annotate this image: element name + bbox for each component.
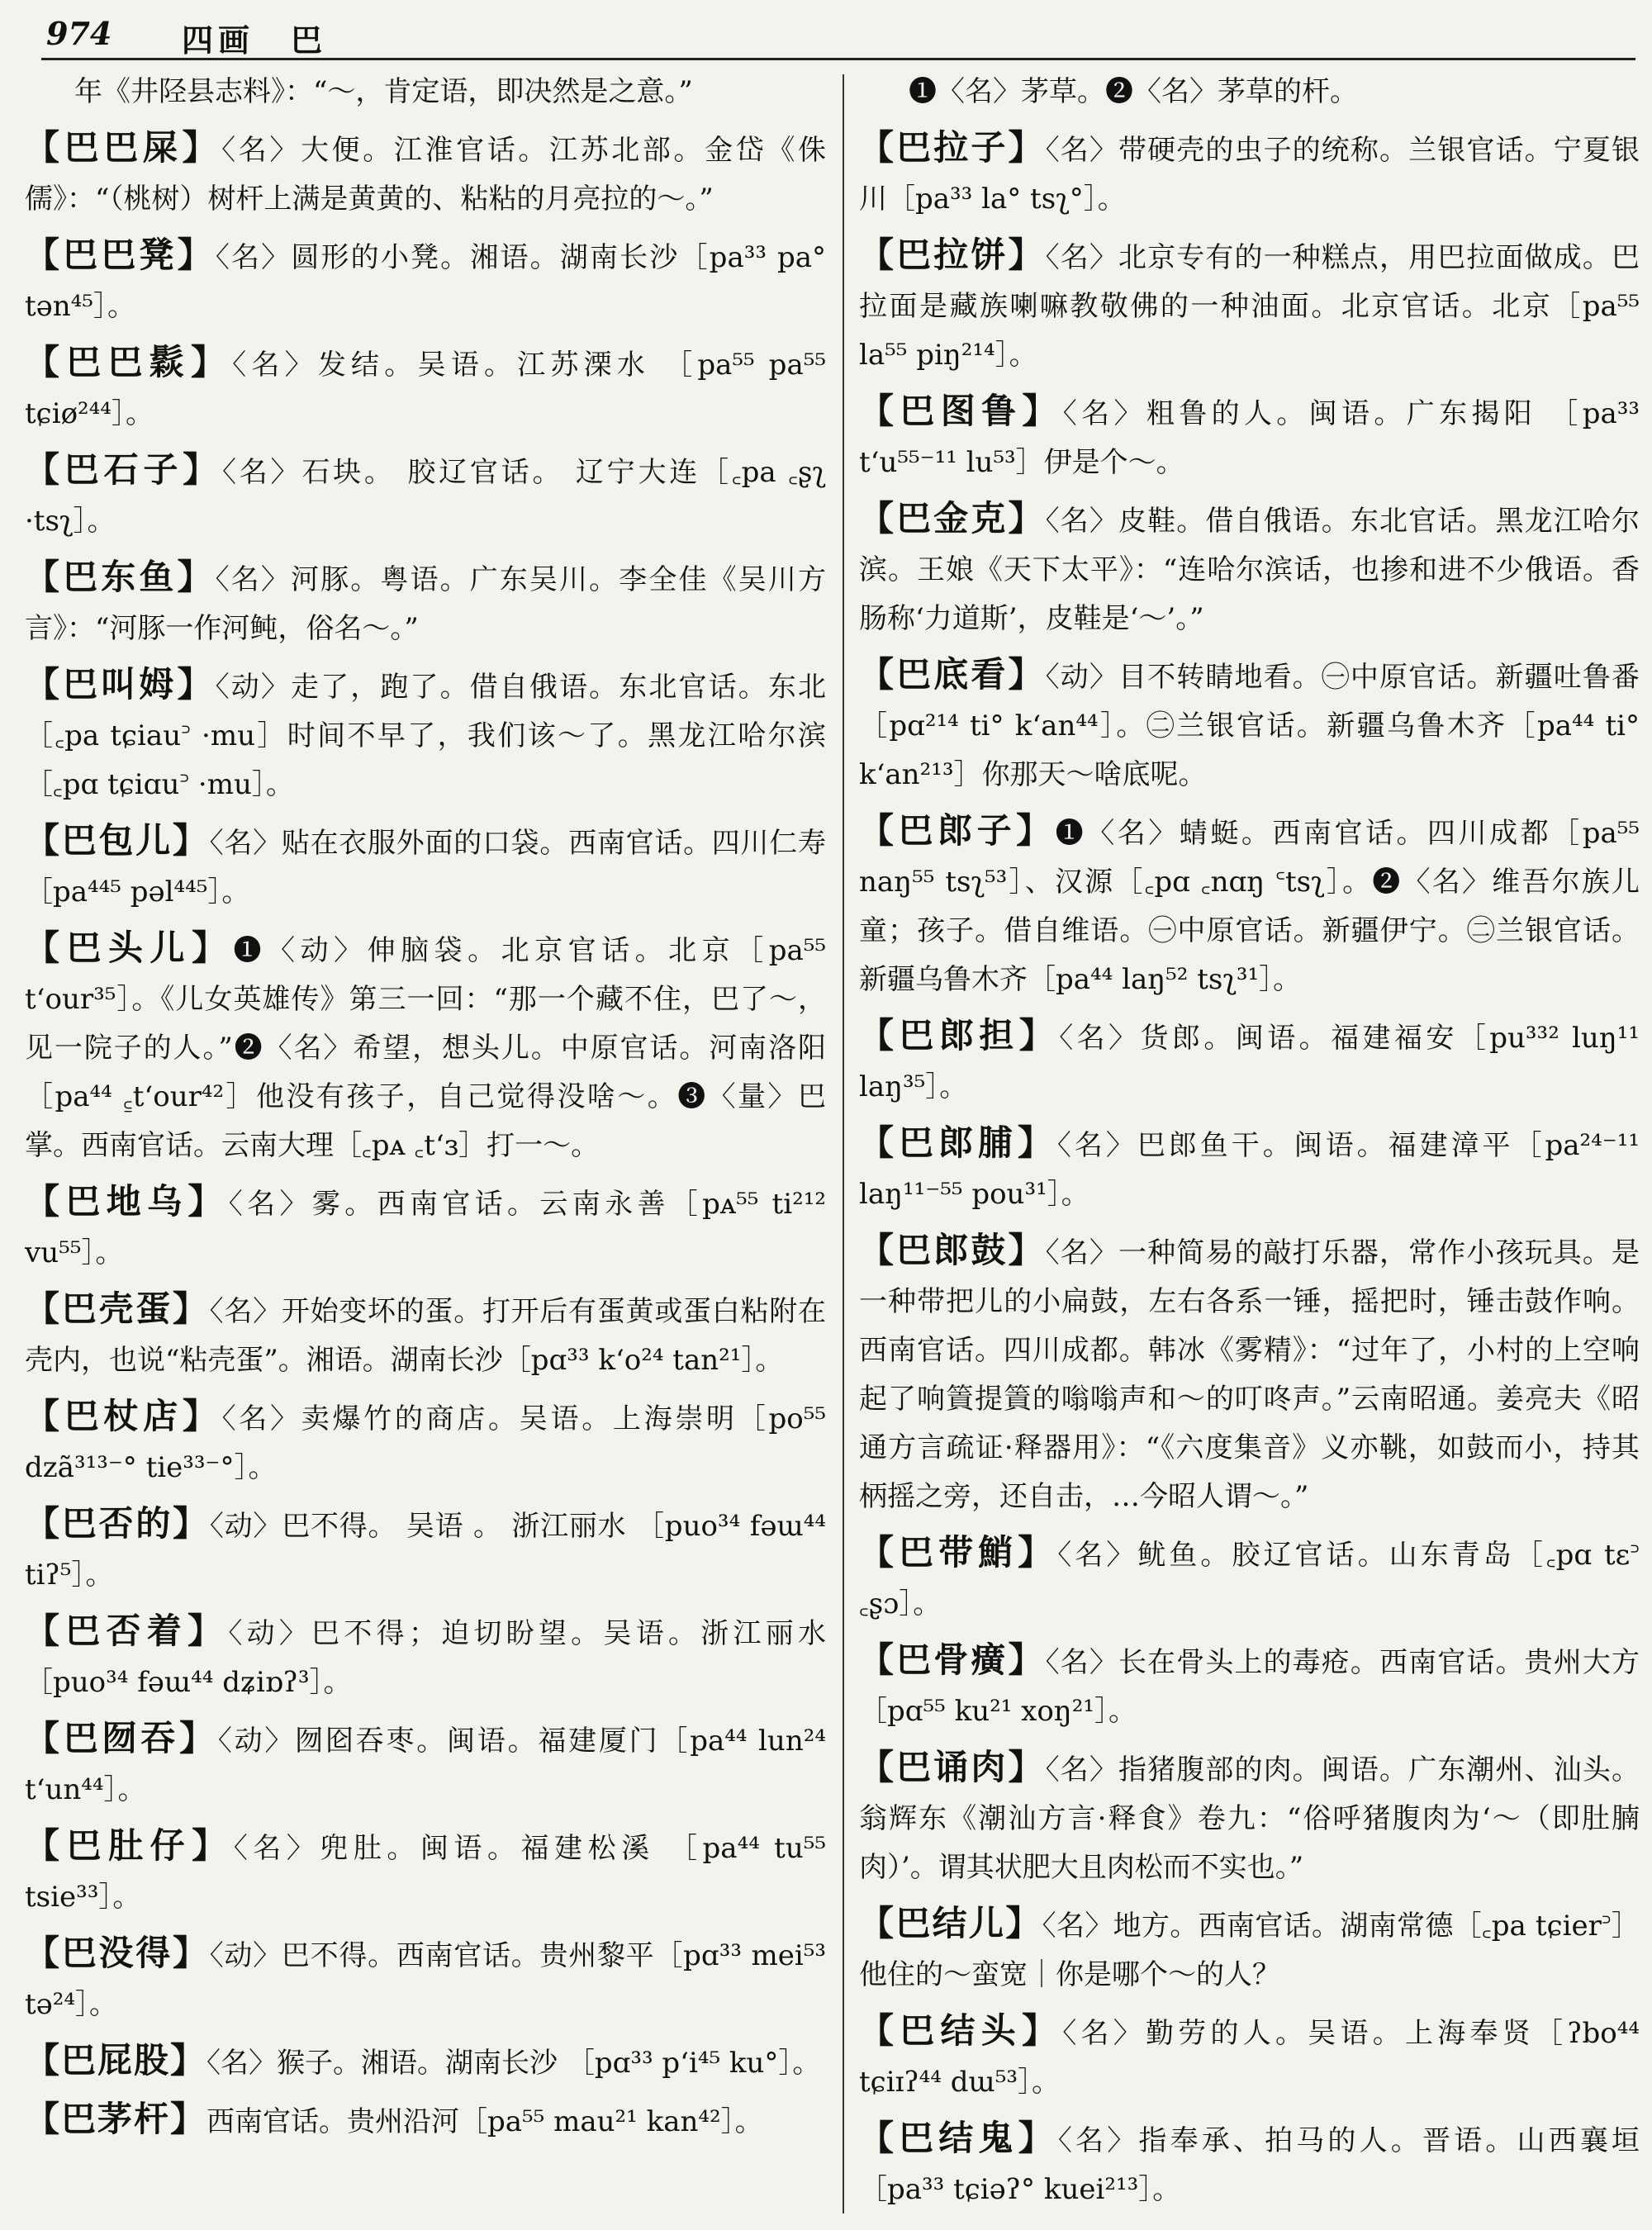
entry-definition: 〈名〉河豚。粤语。广东吴川。李全佳《吴川方言》：“河豚一作河鲀，俗名～。” (25, 563, 826, 645)
entry-definition: 〈名〉地方。西南官话。湖南常德［꜀pa tɕier꜄］他住的～蛮宽｜你是哪个～的人？ (859, 1910, 1640, 1991)
entry-definition: 〈名〉粗鲁的人。闽语。广东揭阳 ［pa³³ t‘u⁵⁵⁻¹¹ lu⁵³］伊是个～。 (859, 397, 1640, 479)
dictionary-entry (859, 1743, 1640, 1892)
entry-definition: 〈名〉石块。 胶辽官话。 辽宁大连［꜀pa ꜀ʂʅ ·tsʅ］。 (25, 456, 826, 538)
entry-definition: 〈动〉巴不得。 吴语 。 浙江丽水 ［puo³⁴ fəɯ⁴⁴ tiʔ⁵］。 (25, 1510, 826, 1592)
entry-definition: 〈名〉指猪腹部的肉。闽语。广东潮州、汕头。翁辉东《潮汕方言·释食》卷九：“俗呼猪腹肉为‘～（即肚腩肉）’。谓其状肥大且肉松而不实也。” (859, 1753, 1640, 1884)
entry-definition: 〈名〉鱿鱼。胶辽官话。山东青岛［꜀pɑ tɛ꜄ ꜀ʂɔ］。 (859, 1539, 1640, 1620)
dictionary-entry (25, 445, 826, 546)
dictionary-entry (25, 2095, 826, 2147)
entry-headword: 【巴肚仔】 (25, 1825, 234, 1866)
entry-headword: 【巴骨癀】 (859, 1639, 1046, 1680)
dictionary-entry (25, 230, 826, 331)
entry-definition: 〈名〉兜肚。闽语。福建松溪 ［pa⁴⁴ tu⁵⁵ tsie³³］。 (25, 1832, 826, 1914)
entry-definition: 〈名〉带硬壳的虫子的统称。兰银官话。宁夏银川［pa³³ la° tsʅ°］。 (859, 134, 1640, 216)
dictionary-entry (859, 650, 1640, 799)
entry-definition: ❶〈动〉伸脑袋。北京官话。北京［pa⁵⁵ t‘our³⁵］。《儿女英雄传》第三一回：“那一个藏不住，巴了～，见一院子的人。”❷〈名〉希望，想头儿。中原官话。河南洛阳［pa⁴⁴ ꜁t‘our⁴²］他没有孩子，自己觉得没啥～。❸〈量〉巴掌。西南官话。云南大理［꜀pᴀ ꜀t‘ɜ］打一～。 (25, 934, 826, 1162)
entry-headword: 【巴郎子】 (859, 810, 1056, 851)
entry-headword: 【巴图鲁】 (859, 391, 1063, 431)
entry-definition: 〈动〉囫囵吞枣。闽语。福建厦门［pa⁴⁴ lun²⁴ t‘un⁴⁴］。 (25, 1725, 826, 1806)
page-number: 974 (46, 15, 112, 52)
entry-headword: 【巴诵肉】 (859, 1747, 1046, 1787)
entry-headword: 【巴底看】 (859, 654, 1046, 695)
dictionary-entry (25, 816, 826, 917)
dictionary-entry (25, 1284, 826, 1385)
entry-headword: 【巴拉子】 (859, 127, 1046, 168)
dictionary-entry (859, 230, 1640, 380)
entry-headword: 【巴巴屎】 (25, 127, 222, 168)
dictionary-entry (25, 2036, 826, 2088)
right-column (859, 68, 1640, 2221)
entry-headword: 【巴结儿】 (859, 1903, 1042, 1943)
dictionary-entry (25, 338, 826, 439)
dictionary-entry (859, 1899, 1640, 2000)
entry-definition: 〈名〉长在骨头上的毒疮。西南官话。贵州大方［pɑ⁵⁵ ku²¹ xoŋ²¹］。 (859, 1646, 1640, 1728)
entry-definition: 〈名〉指奉承、拍马的人。晋语。山西襄垣［pa³³ tɕiəʔ° kuei²¹³］。 (859, 2124, 1640, 2206)
section-title: 四画 巴 (182, 21, 328, 59)
entry-headword: 【巴郎担】 (859, 1015, 1060, 1056)
entry-headword: 【巴结鬼】 (859, 2118, 1058, 2158)
entry-headword: 【巴金克】 (859, 498, 1046, 539)
dictionary-entry (859, 806, 1640, 1004)
entry-headword: 【巴拉饼】 (859, 235, 1046, 275)
dictionary-entry (859, 1226, 1640, 1521)
dictionary-entry (859, 1118, 1640, 1219)
left-entry-list (25, 123, 826, 2147)
dictionary-entry (859, 1528, 1640, 1629)
entry-headword: 【巴壳蛋】 (25, 1288, 210, 1329)
entry-headword: 【巴东鱼】 (25, 557, 216, 597)
entry-headword: 【巴没得】 (25, 1933, 210, 1973)
entry-headword: 【巴屁股】 (25, 2040, 207, 2081)
entry-definition: 〈名〉圆形的小凳。湘语。湖南长沙［pa³³ pa° tən⁴⁵］。 (25, 241, 826, 323)
entry-definition: 〈名〉卖爆竹的商店。吴语。上海崇明［po⁵⁵ dzã³¹³⁻° tie³³⁻°］。 (25, 1402, 826, 1484)
dictionary-entry (859, 123, 1640, 224)
dictionary-entry (25, 1606, 826, 1707)
dictionary-entry (859, 1011, 1640, 1112)
left-column (25, 68, 826, 2153)
entry-definition: 〈名〉开始变坏的蛋。打开后有蛋黄或蛋白粘附在壳内，也说“粘壳蛋”。湘语。湖南长沙［pɑ³³ k‘o²⁴ tan²¹］。 (25, 1295, 826, 1377)
entry-definition: 〈名〉皮鞋。借自俄语。东北官话。黑龙江哈尔滨。王娘《天下太平》：“连哈尔滨话，也掺和进不少俄语。香肠称‘力道斯’，皮鞋是‘～’。” (859, 505, 1640, 635)
entry-headword: 【巴石子】 (25, 449, 222, 490)
dictionary-entry (859, 494, 1640, 643)
entry-definition: 〈动〉目不转睛地看。㊀中原官话。新疆吐鲁番［pɑ²¹⁴ ti° k‘an⁴⁴］。㊁兰银官话。新疆乌鲁木齐［pa⁴⁴ ti° k‘an²¹³］你那天～啥底呢。 (859, 661, 1640, 791)
dictionary-entry (859, 1635, 1640, 1736)
dictionary-entry (25, 1929, 826, 2029)
continuation-text: ❶〈名〉茅草。❷〈名〉茅草的杆。 (909, 75, 1358, 108)
entry-definition: 〈动〉巴不得；迫切盼望。吴语。浙江丽水［puo³⁴ fəɯ⁴⁴ dʑiɒʔ³］。 (25, 1617, 826, 1699)
entry-definition: 西南官话。贵州沿河［pa⁵⁵ mau²¹ kan⁴²］。 (206, 2105, 763, 2138)
entry-headword: 【巴头儿】 (25, 928, 234, 968)
entry-headword: 【巴巴鬏】 (25, 342, 233, 382)
dictionary-entry (25, 1177, 826, 1278)
entry-headword: 【巴巴凳】 (25, 235, 216, 275)
dictionary-entry (25, 923, 826, 1170)
dictionary-entry (25, 553, 826, 653)
entry-definition: 〈名〉勤劳的人。吴语。上海奉贤［ʔbo⁴⁴ tɕiɪʔ⁴⁴ dɯ⁵³］。 (859, 2017, 1640, 2099)
column-divider (843, 74, 844, 2213)
entry-headword: 【巴否的】 (25, 1503, 210, 1544)
entry-definition: 〈名〉大便。江淮官话。江苏北部。金岱《侏儒》：“（桃树）树杆上满是黄黄的、粘粘的月亮拉的～。” (25, 134, 826, 216)
entry-headword: 【巴叫姆】 (25, 664, 216, 705)
entry-headword: 【巴结头】 (859, 2010, 1063, 2051)
entry-definition: 〈名〉货郎。闽语。福建福安［pu³³² luŋ¹¹ laŋ³⁵］。 (859, 1022, 1640, 1103)
entry-headword: 【巴郎鼓】 (859, 1230, 1046, 1270)
right-entry-list (859, 123, 1640, 2214)
entry-headword: 【巴包儿】 (25, 820, 210, 861)
entry-headword: 【巴带鮹】 (859, 1532, 1058, 1573)
dictionary-entry (859, 387, 1640, 487)
entry-headword: 【巴杖店】 (25, 1396, 222, 1436)
entry-definition: ❶〈名〉蜻蜓。西南官话。四川成都［pa⁵⁵ naŋ⁵⁵ tsʅ⁵³］、汉源［꜀pɑ ꜀nɑŋ ꜂tsʅ］。❷〈名〉维吾尔族儿童；孩子。借自维语。㊀中原官话。新疆伊宁。㊁兰银官话。新疆乌鲁木齐［pa⁴⁴ laŋ⁵² tsʅ³¹］。 (859, 817, 1640, 996)
dictionary-entry (25, 660, 826, 809)
dictionary-entry (25, 1499, 826, 1600)
entry-headword: 【巴地乌】 (25, 1181, 229, 1222)
dictionary-entry (25, 123, 826, 224)
continuation-text: 年《井陉县志料》：“～，肯定语，即决然是之意。” (74, 75, 693, 108)
dictionary-entry (25, 1392, 826, 1492)
dictionary-entry (25, 1714, 826, 1815)
entry-headword: 【巴囫吞】 (25, 1718, 218, 1758)
entry-definition: 〈动〉巴不得。西南官话。贵州黎平［pɑ³³ mei⁵³ tə²⁴］。 (25, 1939, 826, 2021)
entry-definition: 〈名〉猴子。湘语。湖南长沙 ［pɑ³³ p‘i⁴⁵ ku°］。 (206, 2047, 821, 2080)
entry-headword: 【巴茅杆】 (25, 2099, 207, 2139)
entry-headword: 【巴否着】 (25, 1611, 229, 1651)
entry-definition: 〈名〉贴在衣服外面的口袋。西南官话。四川仁寿［pa⁴⁴⁵ pəl⁴⁴⁵］。 (25, 827, 826, 909)
dictionary-entry (859, 2006, 1640, 2107)
entry-definition: 〈名〉发结。吴语。江苏溧水 ［pa⁵⁵ pa⁵⁵ tɕiø²⁴⁴］。 (25, 349, 826, 430)
page-header (41, 8, 1635, 60)
entry-definition: 〈动〉走了，跑了。借自俄语。东北官话。东北［꜀pa tɕiau꜄ ·mu］时间不早了，我们该～了。黑龙江哈尔滨［꜀pɑ tɕiɑu꜄ ·mu］。 (25, 671, 826, 801)
entry-headword: 【巴郎脯】 (859, 1122, 1057, 1163)
entry-definition: 〈名〉一种简易的敲打乐器，常作小孩玩具。是一种带把儿的小扁鼓，左右各系一锤，摇把时，锤击鼓作响。西南官话。四川成都。韩冰《雾精》：“过年了，小村的上空响起了响篢提篢的嗡嗡声和～的叮咚声。”云南昭通。姜亮夫《昭通方言疏证·释器用》：“《六度集音》义亦鞉，如鼓而小，持其柄摇之旁，还自击，…今昭人谓～。” (859, 1236, 1640, 1513)
entry-definition: 〈名〉北京专有的一种糕点，用巴拉面做成。巴拉面是藏族喇嘛教敬佛的一种油面。北京官话。北京［pa⁵⁵ la⁵⁵ piŋ²¹⁴］。 (859, 241, 1640, 372)
dictionary-entry (859, 2114, 1640, 2214)
entry-definition: 〈名〉雾。西南官话。云南永善［pᴀ⁵⁵ ti²¹² vu⁵⁵］。 (25, 1188, 826, 1269)
dictionary-entry (25, 1821, 826, 1922)
entry-definition: 〈名〉巴郎鱼干。闽语。福建漳平［pa²⁴⁻¹¹ laŋ¹¹⁻⁵⁵ pou³¹］。 (859, 1129, 1640, 1211)
